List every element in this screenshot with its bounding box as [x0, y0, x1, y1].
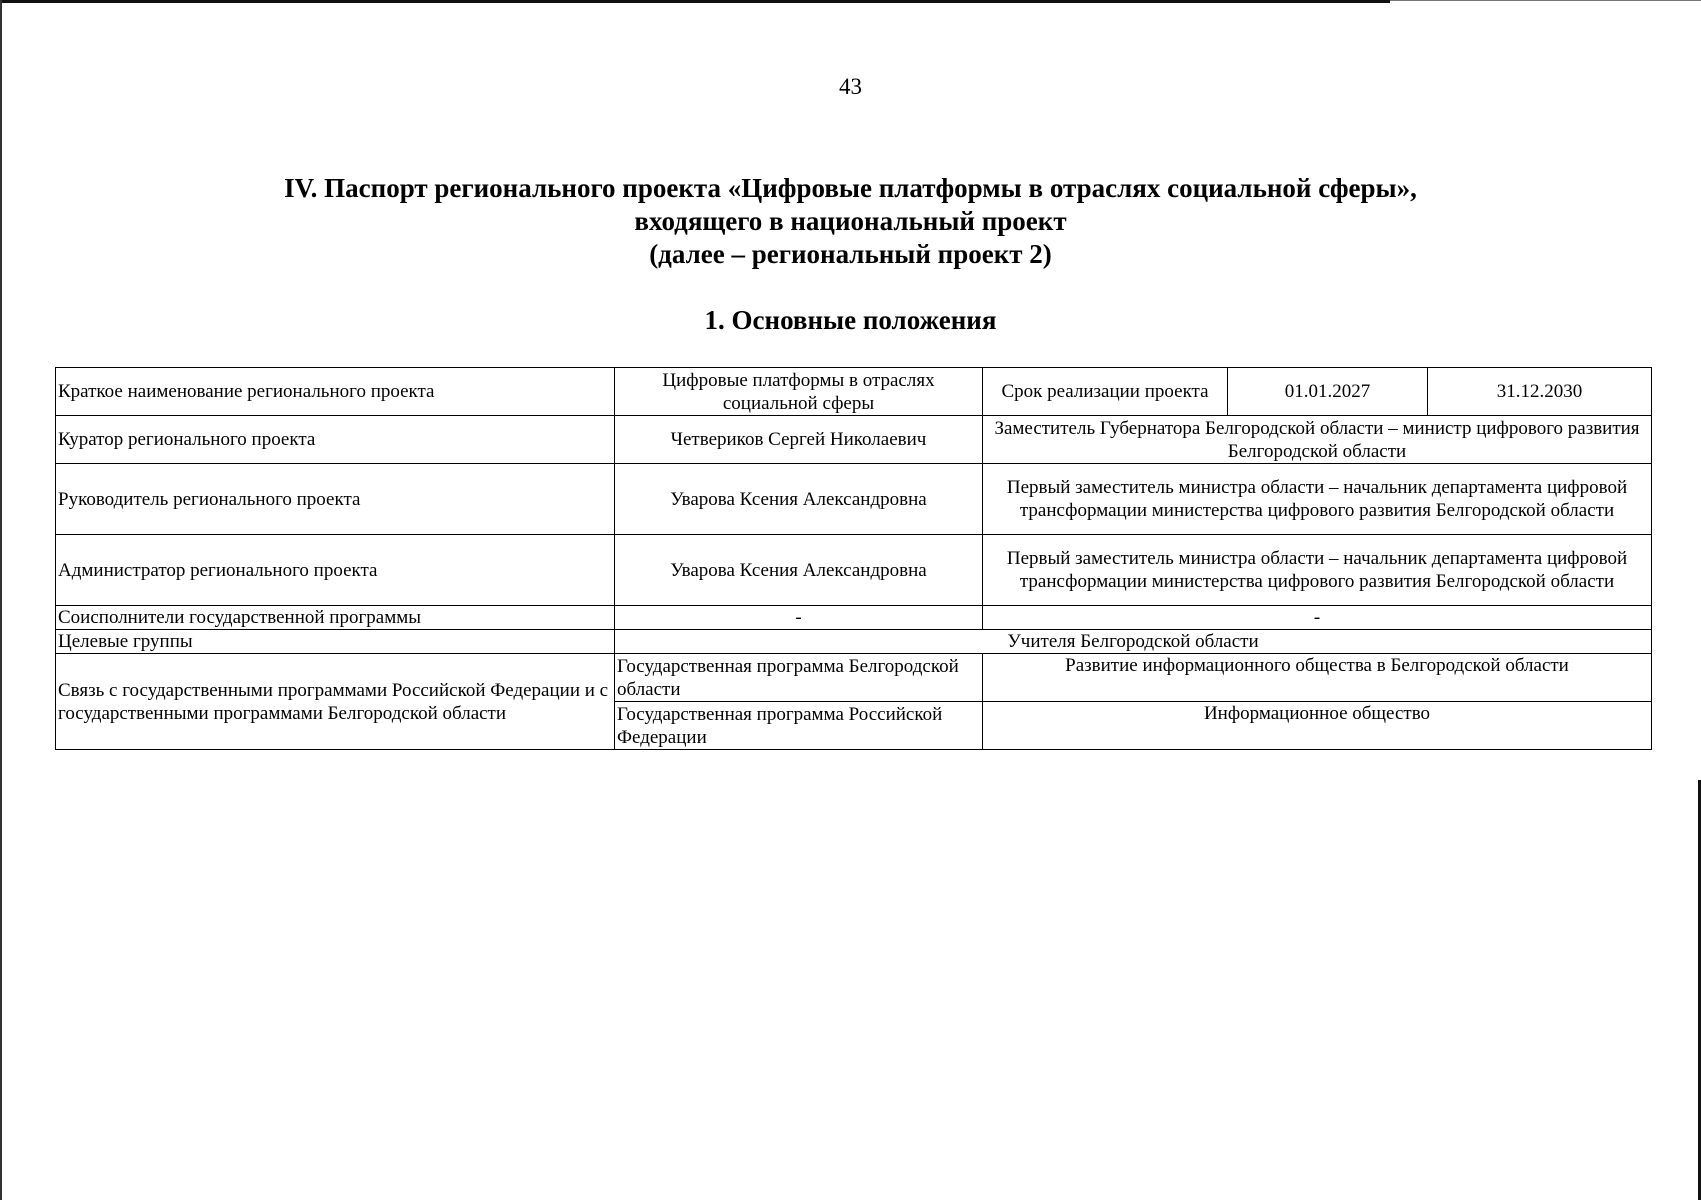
term-start: 01.01.2027 [1228, 368, 1428, 416]
table-row-coexecutors [56, 606, 1652, 630]
document-title-line-1: IV. Паспорт регионального проекта «Цифровые платформы в отраслях социальной сферы», [284, 173, 1417, 203]
curator-name: Четвериков Сергей Николаевич [615, 416, 983, 464]
link-federal-label: Государственная программа Российской Федерации [615, 702, 983, 750]
table-row-head [56, 464, 1652, 535]
short-name-label: Краткое наименование регионального проекта [56, 368, 615, 416]
section-title: 1. Основные положения [704, 305, 997, 335]
admin-position: Первый заместитель министра области – начальник департамента цифровой трансформации министерства цифрового развития Белгородской области [983, 535, 1652, 606]
table-row-target-groups [56, 630, 1652, 654]
term-end: 31.12.2030 [1428, 368, 1652, 416]
coexec-value-2: - [983, 606, 1652, 630]
table-row-curator [56, 416, 1652, 464]
short-name-value: Цифровые платформы в отраслях социальной сферы [615, 368, 983, 416]
document-title-line-3: (далее – региональный проект 2) [649, 239, 1052, 269]
link-label: Связь с государственными программами Российской Федерации и с государственными программами Белгородской области [56, 654, 615, 750]
admin-label: Администратор регионального проекта [56, 535, 615, 606]
document-title-line-2: входящего в национальный проект [634, 206, 1067, 236]
table-row-admin [56, 535, 1652, 606]
head-label: Руководитель регионального проекта [56, 464, 615, 535]
head-name: Уварова Ксения Александровна [615, 464, 983, 535]
passport-table [55, 367, 1652, 750]
link-regional-value: Развитие информационного общества в Белгородской области [983, 654, 1652, 702]
link-federal-value: Информационное общество [983, 702, 1652, 750]
page-number: 43 [839, 74, 862, 99]
target-label: Целевые группы [56, 630, 615, 654]
table-row-link-regional [56, 654, 1652, 702]
term-label: Срок реализации проекта [983, 368, 1228, 416]
target-value: Учителя Белгородской области [615, 630, 1652, 654]
head-position: Первый заместитель министра области – начальник департамента цифровой трансформации министерства цифрового развития Белгородской области [983, 464, 1652, 535]
coexec-label: Соисполнители государственной программы [56, 606, 615, 630]
link-regional-label: Государственная программа Белгородской области [615, 654, 983, 702]
scan-border-top [0, 0, 1390, 3]
table-row-short-name [56, 368, 1652, 416]
coexec-value-1: - [615, 606, 983, 630]
admin-name: Уварова Ксения Александровна [615, 535, 983, 606]
curator-label: Куратор регионального проекта [56, 416, 615, 464]
scan-border-top-faint [1390, 0, 1701, 1]
curator-position: Заместитель Губернатора Белгородской области – министр цифрового развития Белгородской области [983, 416, 1652, 464]
document-title [0, 172, 1701, 271]
